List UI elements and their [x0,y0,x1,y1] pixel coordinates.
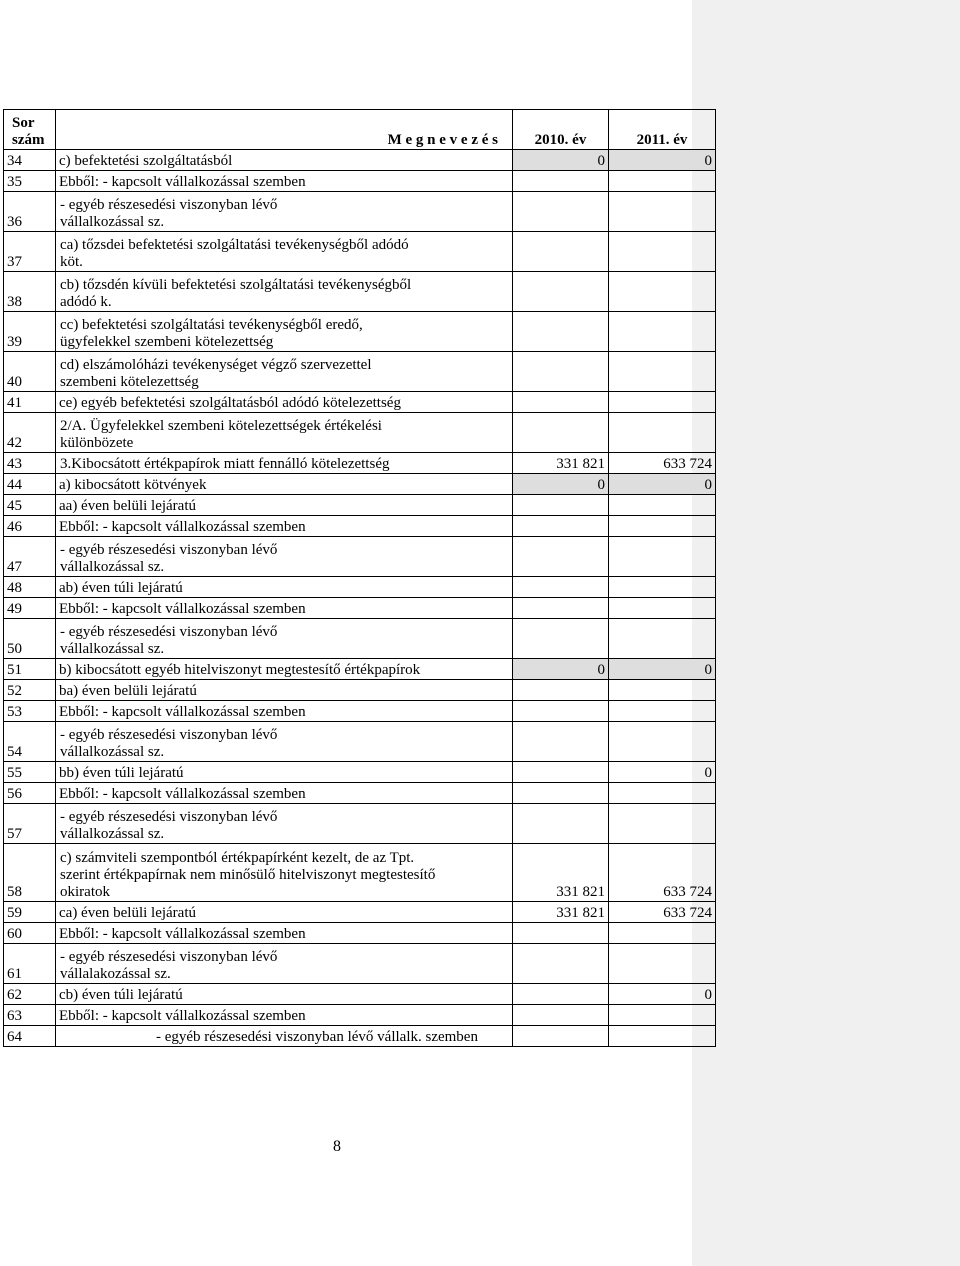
row-label: - egyéb részesedési viszonyban lévő vállalkozással sz. [56,192,513,232]
value-2010 [513,232,609,272]
table-row [4,680,716,701]
row-number: 43 [4,453,56,474]
table-row [4,413,716,453]
value-2010 [513,537,609,577]
value-2010 [513,783,609,804]
row-label: - egyéb részesedési viszonyban lévő vállalkozással sz. [56,619,513,659]
row-number: 36 [4,192,56,232]
row-number: 62 [4,984,56,1005]
value-2011: 0 [609,659,716,680]
row-label: Ebből: - kapcsolt vállalkozással szemben [56,701,513,722]
table-row [4,944,716,984]
row-number: 34 [4,150,56,171]
table-row [4,1005,716,1026]
row-label: - egyéb részesedési viszonyban lévő vállalakozással sz. [56,944,513,984]
value-2010 [513,680,609,701]
row-label: Ebből: - kapcsolt vállalkozással szemben [56,598,513,619]
table-row [4,537,716,577]
table-row [4,659,716,680]
table-row [4,474,716,495]
value-2010: 331 821 [513,844,609,902]
header-sor-szam: Sor szám [4,110,56,150]
value-2011: 633 724 [609,844,716,902]
row-number: 45 [4,495,56,516]
value-2011: 0 [609,150,716,171]
value-2010 [513,1026,609,1047]
table-header-row [4,110,716,150]
table-row [4,1026,716,1047]
row-number: 59 [4,902,56,923]
value-2010 [513,923,609,944]
row-label: ca) tőzsdei befektetési szolgáltatási tevékenységből adódó köt. [56,232,513,272]
table-row [4,516,716,537]
value-2011: 0 [609,474,716,495]
table-row [4,722,716,762]
value-2011 [609,232,716,272]
table-row [4,495,716,516]
row-number: 58 [4,844,56,902]
value-2010 [513,495,609,516]
row-label: cb) tőzsdén kívüli befektetési szolgáltatási tevékenységből adódó k. [56,272,513,312]
row-label: c) számviteli szempontból értékpapírként kezelt, de az Tpt. szerint értékpapírnak nem minősülő hitelviszonyt megtestesítő okiratok [56,844,513,902]
value-2011 [609,619,716,659]
row-label: 2/A. Ügyfelekkel szembeni kötelezettségek értékelési különbözete [56,413,513,453]
row-label: ce) egyéb befektetési szolgáltatásból adódó kötelezettség [56,392,513,413]
value-2010 [513,171,609,192]
row-number: 40 [4,352,56,392]
row-number: 44 [4,474,56,495]
table-row [4,844,716,902]
table-row [4,312,716,352]
row-label: Ebből: - kapcsolt vállalkozással szemben [56,1005,513,1026]
row-label: Ebből: - kapcsolt vállalkozással szemben [56,171,513,192]
table-row [4,619,716,659]
value-2011 [609,944,716,984]
table-row [4,984,716,1005]
value-2011 [609,598,716,619]
row-number: 47 [4,537,56,577]
row-number: 46 [4,516,56,537]
row-label: bb) éven túli lejáratú [56,762,513,783]
value-2010 [513,619,609,659]
row-label: - egyéb részesedési viszonyban lévő vállalkozással sz. [56,537,513,577]
row-number: 49 [4,598,56,619]
value-2011 [609,516,716,537]
row-number: 35 [4,171,56,192]
value-2011 [609,1026,716,1047]
value-2011 [609,537,716,577]
row-number: 38 [4,272,56,312]
row-label: aa) éven belüli lejáratú [56,495,513,516]
table-row [4,392,716,413]
value-2011 [609,680,716,701]
row-number: 56 [4,783,56,804]
row-number: 54 [4,722,56,762]
value-2011: 0 [609,984,716,1005]
row-number: 53 [4,701,56,722]
value-2010 [513,272,609,312]
value-2010 [513,312,609,352]
value-2010 [513,352,609,392]
table-row [4,701,716,722]
row-number: 60 [4,923,56,944]
value-2010 [513,762,609,783]
value-2010 [513,392,609,413]
row-label: c) befektetési szolgáltatásból [56,150,513,171]
table-row [4,598,716,619]
row-label: a) kibocsátott kötvények [56,474,513,495]
value-2011 [609,722,716,762]
table-row [4,902,716,923]
row-label: - egyéb részesedési viszonyban lévő vállalkozással sz. [56,804,513,844]
row-number: 39 [4,312,56,352]
row-label: cd) elszámolóházi tevékenységet végző szervezettel szembeni kötelezettség [56,352,513,392]
row-number: 64 [4,1026,56,1047]
table-row [4,272,716,312]
table-row [4,171,716,192]
table-row [4,783,716,804]
row-label: Ebből: - kapcsolt vállalkozással szemben [56,783,513,804]
value-2010: 0 [513,474,609,495]
row-number: 41 [4,392,56,413]
row-number: 51 [4,659,56,680]
row-number: 48 [4,577,56,598]
table-row [4,352,716,392]
value-2010 [513,701,609,722]
table-row [4,804,716,844]
value-2010 [513,192,609,232]
value-2010 [513,516,609,537]
value-2011 [609,192,716,232]
value-2011 [609,171,716,192]
row-label: cc) befektetési szolgáltatási tevékenységből eredő, ügyfelekkel szembeni kötelezettség [56,312,513,352]
table-row [4,150,716,171]
value-2010 [513,944,609,984]
row-number: 55 [4,762,56,783]
value-2011: 633 724 [609,902,716,923]
row-label: 3.Kibocsátott értékpapírok miatt fennálló kötelezettség [56,453,513,474]
row-label: ca) éven belüli lejáratú [56,902,513,923]
row-label: - egyéb részesedési viszonyban lévő vállalkozással sz. [56,722,513,762]
value-2010 [513,984,609,1005]
value-2010: 331 821 [513,902,609,923]
value-2010 [513,413,609,453]
value-2011 [609,352,716,392]
value-2011 [609,272,716,312]
page-margin-area [692,0,960,1266]
value-2011: 0 [609,762,716,783]
header-2011: 2011. év [609,110,716,150]
liabilities-table [3,109,716,1047]
row-label: ba) éven belüli lejáratú [56,680,513,701]
row-number: 50 [4,619,56,659]
value-2011 [609,923,716,944]
value-2011 [609,783,716,804]
row-label: ab) éven túli lejáratú [56,577,513,598]
value-2011: 633 724 [609,453,716,474]
row-number: 63 [4,1005,56,1026]
page-number: 8 [333,1138,341,1155]
row-label: - egyéb részesedési viszonyban lévő vállalk. szemben [56,1026,513,1047]
row-label: Ebből: - kapcsolt vállalkozással szemben [56,923,513,944]
row-number: 57 [4,804,56,844]
row-label: Ebből: - kapcsolt vállalkozással szemben [56,516,513,537]
table-row [4,453,716,474]
row-label: b) kibocsátott egyéb hitelviszonyt megtestesítő értékpapírok [56,659,513,680]
header-megnevezes: M e g n e v e z é s [56,110,513,150]
value-2010: 0 [513,659,609,680]
value-2011 [609,1005,716,1026]
row-number: 37 [4,232,56,272]
table-row [4,762,716,783]
value-2010: 0 [513,150,609,171]
table-row [4,577,716,598]
row-number: 52 [4,680,56,701]
value-2010: 331 821 [513,453,609,474]
value-2011 [609,804,716,844]
value-2011 [609,495,716,516]
value-2010 [513,577,609,598]
row-number: 61 [4,944,56,984]
row-number: 42 [4,413,56,453]
value-2010 [513,804,609,844]
table-row [4,923,716,944]
value-2011 [609,413,716,453]
table-row [4,232,716,272]
value-2011 [609,312,716,352]
row-label: cb) éven túli lejáratú [56,984,513,1005]
header-2010: 2010. év [513,110,609,150]
value-2011 [609,577,716,598]
value-2011 [609,392,716,413]
value-2010 [513,1005,609,1026]
value-2010 [513,598,609,619]
table-row [4,192,716,232]
value-2011 [609,701,716,722]
value-2010 [513,722,609,762]
